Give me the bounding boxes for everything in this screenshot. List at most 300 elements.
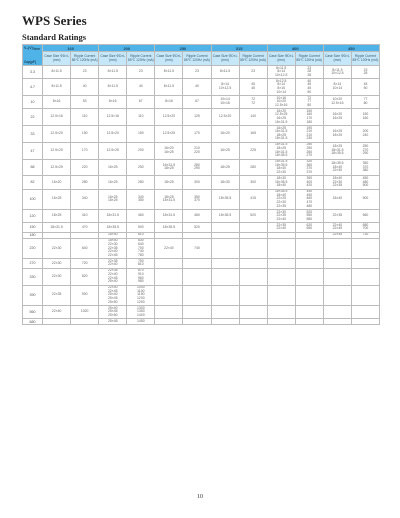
case-size-value: 18×40 bbox=[332, 196, 343, 201]
ripple-current-cell bbox=[351, 305, 379, 318]
case-size-value: 8×11.5 bbox=[219, 69, 231, 74]
ripple-current-value: 810 bbox=[137, 262, 144, 267]
case-size-cell bbox=[155, 305, 183, 318]
ripple-current-cell bbox=[351, 142, 379, 159]
case-size-cell bbox=[267, 223, 295, 233]
ripple-current-cell bbox=[71, 319, 99, 325]
ripple-current-cell bbox=[239, 142, 267, 159]
case-size-value: 8×14 bbox=[221, 82, 229, 87]
table-row bbox=[23, 109, 380, 126]
corner-voltage-label: V₀(V) bbox=[24, 46, 33, 50]
ripple-current-cell bbox=[183, 238, 211, 258]
case-size-value: 22×25 bbox=[276, 196, 286, 201]
case-size-value: 16×20 bbox=[51, 179, 62, 184]
ripple-current-cell bbox=[71, 268, 99, 285]
ripple-current-cell bbox=[71, 223, 99, 233]
case-size-value: 12.5×16 bbox=[275, 102, 288, 107]
ripple-current-cell bbox=[351, 259, 379, 269]
case-size-value: 22×35 bbox=[107, 245, 118, 250]
ripple-current-cell bbox=[295, 189, 323, 209]
case-size-cell bbox=[99, 238, 127, 258]
case-size-value: 18×25 bbox=[164, 194, 174, 199]
ripple-current-value: 23 bbox=[251, 69, 256, 74]
case-size-cell bbox=[267, 66, 295, 79]
table-row bbox=[23, 189, 380, 209]
ripple-current-value: 550 bbox=[306, 213, 313, 218]
ripple-current-cell bbox=[183, 259, 211, 269]
case-size-value: 18×25 bbox=[164, 179, 174, 184]
case-size-value: 18×31.5 bbox=[50, 224, 63, 229]
case-size-value: 22×30 bbox=[332, 168, 343, 173]
case-size-cell bbox=[155, 268, 183, 285]
ripple-current-cell bbox=[183, 305, 211, 318]
case-size-value: 25×40 bbox=[107, 292, 118, 297]
case-size-cell bbox=[155, 176, 183, 189]
case-size-value: 18×31.5 bbox=[331, 147, 344, 152]
capacitance-cell: 560 bbox=[23, 305, 43, 318]
ripple-current-value: 50 bbox=[363, 86, 368, 91]
ripple-current-value: 460 bbox=[194, 213, 200, 218]
ripple-current-cell bbox=[127, 189, 155, 209]
case-size-value: 8×11.5 bbox=[107, 69, 118, 74]
ripple-current-cell bbox=[127, 238, 155, 258]
case-size-cell bbox=[267, 259, 295, 269]
capacitance-cell: 220 bbox=[23, 238, 43, 258]
case-size-value: 18×40 bbox=[276, 166, 286, 171]
ripple-current-value: 780 bbox=[137, 252, 144, 257]
ripple-current-value: 350 bbox=[362, 161, 369, 166]
ripple-current-value: 23 bbox=[195, 69, 199, 74]
case-size-value: 12.5×16 bbox=[106, 114, 119, 119]
ripple-current-value: 225 bbox=[250, 147, 256, 152]
ripple-current-value: 110 bbox=[81, 114, 88, 119]
case-size-cell bbox=[155, 259, 183, 269]
ripple-current-value: 190 bbox=[306, 125, 313, 130]
case-size-value: 8×11.5 bbox=[51, 84, 62, 89]
case-size-cell bbox=[211, 109, 239, 126]
case-size-value: 22×30 bbox=[276, 209, 286, 214]
case-size-value: 8×14 bbox=[277, 82, 286, 87]
ripple-current-value: 40 bbox=[138, 84, 143, 89]
ripple-current-value: 230 bbox=[306, 136, 313, 141]
case-size-cell bbox=[323, 125, 351, 142]
ripple-current-value: 520 bbox=[194, 224, 200, 229]
ripple-current-value: 410 bbox=[81, 213, 88, 218]
section-title: Standard Ratings bbox=[22, 32, 87, 42]
case-size-cell bbox=[43, 268, 71, 285]
ripple-current-cell bbox=[295, 176, 323, 189]
ripple-current-cell bbox=[351, 79, 379, 96]
ripple-current-cell bbox=[239, 268, 267, 285]
ripple-current-value: 1200 bbox=[137, 295, 145, 300]
ripple-current-value: 220 bbox=[194, 149, 200, 154]
case-size-value: 8×16 bbox=[165, 99, 173, 104]
capacitance-cell: 10 bbox=[23, 95, 43, 108]
ripple-current-cell bbox=[295, 95, 323, 108]
ripple-current-value: 610 bbox=[137, 232, 144, 237]
ripple-current-value: 500 bbox=[362, 183, 369, 188]
case-size-cell bbox=[267, 142, 295, 159]
ripple-current-cell bbox=[127, 259, 155, 269]
ripple-current-value: 270 bbox=[362, 147, 369, 152]
case-size-value: 22×40 bbox=[276, 216, 286, 221]
case-size-cell bbox=[323, 109, 351, 126]
ripple-current-value: 340 bbox=[81, 196, 88, 201]
ripple-current-value: 520 bbox=[250, 213, 256, 218]
ripple-current-header: Ripple Current 85℃ 120Hz (mA) bbox=[183, 52, 211, 66]
case-size-value: 18×31.5 bbox=[275, 149, 288, 154]
ripple-current-value: 53 bbox=[82, 99, 87, 104]
case-size-cell bbox=[267, 268, 295, 285]
voltage-header: 450 bbox=[323, 45, 379, 52]
ripple-current-value: 370 bbox=[306, 170, 313, 175]
ripple-current-value: 380 bbox=[362, 168, 369, 173]
case-size-value: 18×25 bbox=[220, 164, 230, 169]
ripple-current-header: Ripple Current 85℃ 120Hz (mA) bbox=[351, 52, 379, 66]
case-size-cell bbox=[155, 238, 183, 258]
case-size-value: 8×16 bbox=[108, 99, 117, 104]
ripple-current-cell bbox=[239, 66, 267, 79]
case-size-value: 25×45 bbox=[107, 309, 118, 314]
case-size-value: 12.5×20 bbox=[50, 147, 63, 152]
case-size-value: 18×40 bbox=[276, 183, 286, 188]
ripple-current-value: 700 bbox=[137, 245, 144, 250]
ripple-current-cell bbox=[351, 223, 379, 233]
table-row bbox=[23, 209, 380, 222]
table-row bbox=[23, 223, 380, 233]
case-size-cell bbox=[267, 209, 295, 222]
ripple-current-cell bbox=[295, 66, 323, 79]
ripple-current-value: 300 bbox=[194, 179, 200, 184]
case-size-cell bbox=[323, 95, 351, 108]
case-size-value: 22×45 bbox=[107, 288, 118, 293]
case-size-value: 16×20 bbox=[276, 108, 286, 113]
case-size-cell bbox=[323, 259, 351, 269]
case-size-value: 22×30 bbox=[51, 245, 62, 250]
case-size-header: Case Size ΦD×L (mm) bbox=[211, 52, 239, 66]
ripple-current-value: 740 bbox=[137, 249, 144, 254]
ripple-current-cell bbox=[183, 176, 211, 189]
case-size-cell bbox=[43, 319, 71, 325]
ripple-current-cell bbox=[127, 159, 155, 176]
case-size-value: 18×35.5 bbox=[275, 189, 288, 194]
ripple-current-cell bbox=[127, 209, 155, 222]
ripple-current-value: 450 bbox=[306, 192, 313, 197]
ratings-table-container bbox=[22, 44, 380, 325]
ripple-current-value: 170 bbox=[81, 147, 88, 152]
ripple-current-value: 80 bbox=[307, 102, 312, 107]
ripple-current-cell bbox=[239, 259, 267, 269]
ripple-current-cell bbox=[351, 209, 379, 222]
ripple-current-value: 200 bbox=[137, 147, 144, 152]
case-size-value: 12.5×16 bbox=[331, 101, 344, 106]
ratings-table-body bbox=[23, 66, 380, 325]
ripple-current-cell bbox=[295, 238, 323, 258]
case-size-value: 8×16 bbox=[52, 99, 61, 104]
case-size-value: 22×35 bbox=[332, 213, 343, 218]
case-size-cell bbox=[43, 223, 71, 233]
case-size-value: 16×25 bbox=[107, 164, 118, 169]
ripple-current-cell bbox=[183, 79, 211, 96]
case-size-cell bbox=[155, 79, 183, 96]
ripple-current-cell bbox=[295, 79, 323, 96]
case-size-value: 22×35 bbox=[51, 292, 62, 297]
ripple-current-value: 23 bbox=[138, 69, 143, 74]
case-size-value: 12.5×20 bbox=[106, 131, 119, 136]
ripple-current-value: 440 bbox=[306, 189, 313, 194]
case-size-value: 18×35.5 bbox=[106, 224, 119, 229]
ripple-current-header: Ripple Current 85℃ 120Hz (mA) bbox=[127, 52, 155, 66]
case-size-value: 16×31.5 bbox=[275, 129, 288, 134]
ripple-current-cell bbox=[127, 95, 155, 108]
case-size-value: 25×40 bbox=[107, 305, 118, 310]
case-size-cell bbox=[155, 95, 183, 108]
case-size-cell bbox=[267, 189, 295, 209]
ripple-current-cell bbox=[183, 125, 211, 142]
case-size-cell bbox=[99, 66, 127, 79]
case-size-value: 12.5×25 bbox=[106, 147, 119, 152]
ripple-current-value: 280 bbox=[194, 162, 200, 167]
ripple-current-value: 320 bbox=[306, 159, 313, 164]
case-size-value: 18×40 bbox=[332, 176, 343, 181]
capacitance-cell: 680 bbox=[23, 319, 43, 325]
ripple-current-cell bbox=[183, 189, 211, 209]
case-size-value: 22×30 bbox=[51, 260, 62, 265]
case-size-cell bbox=[43, 305, 71, 318]
case-size-value: 16×20 bbox=[164, 146, 174, 151]
case-size-value: 16×20 bbox=[332, 112, 343, 117]
corner-capacitance-label: Cap(µF) bbox=[24, 60, 36, 64]
case-size-value: 10×16 bbox=[220, 101, 230, 106]
ripple-current-header: Ripple Current 85℃ 120Hz (mA) bbox=[295, 52, 323, 66]
ripple-current-value: 45 bbox=[251, 82, 256, 87]
ripple-current-value: 150 bbox=[362, 112, 369, 117]
case-size-cell bbox=[211, 238, 239, 258]
ripple-current-value: 250 bbox=[137, 164, 144, 169]
case-size-header: Case Size ΦD×L (mm) bbox=[155, 52, 183, 66]
case-size-cell bbox=[323, 66, 351, 79]
ripple-current-value: 72 bbox=[307, 95, 312, 100]
ripple-current-value: 250 bbox=[362, 144, 369, 149]
case-size-value: 25×50 bbox=[107, 299, 118, 304]
table-row bbox=[23, 142, 380, 159]
case-size-value: 8×14 bbox=[333, 82, 342, 87]
ripple-current-cell bbox=[71, 176, 99, 189]
case-size-value: 8×12.5 bbox=[275, 78, 287, 83]
ripple-current-value: 240 bbox=[362, 132, 369, 137]
case-size-cell bbox=[99, 109, 127, 126]
case-size-value: 16×31.5 bbox=[162, 162, 176, 167]
ripple-current-value: 23 bbox=[307, 65, 312, 70]
case-size-value: 12.5×25 bbox=[50, 164, 63, 169]
case-size-value: 12.5×20 bbox=[218, 114, 232, 119]
ripple-current-value: 110 bbox=[138, 114, 144, 119]
ripple-current-value: 28 bbox=[307, 69, 312, 74]
ripple-current-cell bbox=[127, 223, 155, 233]
ripple-current-cell bbox=[295, 125, 323, 142]
ripple-current-value: 650 bbox=[306, 226, 313, 231]
ripple-current-cell bbox=[351, 125, 379, 142]
ripple-current-cell bbox=[183, 319, 211, 325]
case-size-value: 22×30 bbox=[276, 200, 286, 205]
case-size-cell bbox=[267, 176, 295, 189]
case-size-cell bbox=[43, 79, 71, 96]
ripple-current-value: 200 bbox=[362, 129, 369, 134]
ripple-current-value: 820 bbox=[81, 273, 88, 278]
case-size-value: 10×14 bbox=[332, 86, 343, 91]
ripple-current-cell bbox=[351, 66, 379, 79]
case-size-value: 22×30 bbox=[332, 179, 343, 184]
ripple-current-cell bbox=[351, 268, 379, 285]
case-size-value: 16×25 bbox=[107, 179, 118, 184]
capacitance-cell: 120 bbox=[23, 209, 43, 222]
case-size-cell bbox=[211, 66, 239, 79]
ripple-current-value: 72 bbox=[251, 97, 256, 102]
case-size-value: 10×12.5 bbox=[331, 71, 344, 76]
case-size-value: 16×20 bbox=[220, 131, 230, 136]
case-size-value: 12.5×20 bbox=[50, 131, 63, 136]
case-size-cell bbox=[155, 159, 183, 176]
case-size-cell bbox=[211, 319, 239, 325]
ripple-current-cell bbox=[127, 285, 155, 305]
ripple-current-value: 72 bbox=[251, 101, 256, 106]
ripple-current-cell bbox=[71, 125, 99, 142]
case-size-value: 10×14 bbox=[276, 89, 286, 94]
ripple-current-value: 220 bbox=[81, 164, 88, 169]
case-size-value: 22×30 bbox=[107, 242, 118, 247]
table-row bbox=[23, 268, 380, 285]
case-size-value: 18×31.5 bbox=[106, 213, 119, 218]
ripple-current-cell bbox=[239, 109, 267, 126]
ripple-current-value: 1350 bbox=[137, 309, 145, 314]
ripple-current-value: 340 bbox=[137, 194, 144, 199]
case-size-cell bbox=[155, 109, 183, 126]
case-size-cell bbox=[211, 209, 239, 222]
table-row bbox=[23, 95, 380, 108]
ripple-current-cell bbox=[295, 209, 323, 222]
case-size-cell bbox=[267, 305, 295, 318]
ripple-current-cell bbox=[295, 259, 323, 269]
case-size-header: Case Size ΦD×L (mm) bbox=[323, 52, 351, 66]
case-size-value: 25×45 bbox=[107, 318, 118, 323]
case-size-cell bbox=[43, 209, 71, 222]
case-size-value: 18×25 bbox=[51, 213, 62, 218]
ripple-current-value: 1100 bbox=[137, 288, 145, 293]
ripple-current-cell bbox=[183, 109, 211, 126]
ripple-current-cell bbox=[71, 259, 99, 269]
capacitance-cell: 68 bbox=[23, 159, 43, 176]
ripple-current-value: 40 bbox=[307, 78, 312, 83]
ripple-current-value: 460 bbox=[306, 196, 313, 201]
case-size-value: 10×20 bbox=[332, 97, 343, 102]
ripple-current-cell bbox=[351, 238, 379, 258]
ripple-current-cell bbox=[183, 142, 211, 159]
table-row bbox=[23, 259, 380, 269]
case-size-cell bbox=[155, 223, 183, 233]
ripple-current-header: Ripple Current 85℃ 120Hz (mA) bbox=[239, 52, 267, 66]
ripple-current-value: 210 bbox=[194, 146, 200, 151]
case-size-cell bbox=[99, 259, 127, 269]
case-size-value: 16×25 bbox=[107, 194, 118, 199]
case-size-cell bbox=[323, 319, 351, 325]
case-size-cell bbox=[99, 268, 127, 285]
ripple-current-cell bbox=[127, 79, 155, 96]
case-size-cell bbox=[211, 189, 239, 209]
ratings-table bbox=[22, 44, 380, 325]
case-size-value: 12.5×16 bbox=[50, 114, 63, 119]
ripple-current-value: 1250 bbox=[137, 299, 145, 304]
case-size-cell bbox=[211, 223, 239, 233]
ripple-current-value: 23 bbox=[363, 67, 368, 72]
ripple-current-value: 250 bbox=[306, 142, 313, 147]
case-size-value: 8×11.5 bbox=[107, 84, 118, 89]
case-size-cell bbox=[323, 159, 351, 176]
case-size-cell bbox=[155, 66, 183, 79]
case-size-cell bbox=[267, 159, 295, 176]
table-row bbox=[23, 285, 380, 305]
table-row bbox=[23, 66, 380, 79]
ripple-current-value: 150 bbox=[81, 131, 88, 136]
ripple-current-value: 415 bbox=[250, 196, 256, 201]
ripple-current-cell bbox=[127, 66, 155, 79]
ripple-current-value: 280 bbox=[250, 164, 256, 169]
ripple-current-value: 700 bbox=[362, 226, 369, 231]
voltage-header: 315 bbox=[211, 45, 267, 52]
case-size-value: 18×35.5 bbox=[162, 224, 176, 229]
case-size-value: 18×31.5 bbox=[275, 159, 288, 164]
ripple-current-cell bbox=[71, 66, 99, 79]
ripple-current-value: 980 bbox=[137, 279, 144, 284]
ripple-current-value: 500 bbox=[137, 224, 144, 229]
ripple-current-value: 900 bbox=[81, 292, 88, 297]
case-size-cell bbox=[323, 285, 351, 305]
case-size-cell bbox=[323, 176, 351, 189]
case-size-value: 18×35.5 bbox=[218, 213, 232, 218]
case-size-value: 18×25 bbox=[332, 144, 343, 149]
case-size-value: 22×45 bbox=[332, 232, 343, 237]
ripple-current-value: 960 bbox=[137, 275, 144, 280]
capacitance-cell: 47 bbox=[23, 142, 43, 159]
case-size-value: 22×35 bbox=[107, 258, 118, 263]
case-size-value: 18×30 bbox=[276, 176, 286, 181]
ripple-current-value: 250 bbox=[306, 146, 313, 151]
ripple-current-value: 640 bbox=[81, 245, 88, 250]
ripple-current-cell bbox=[71, 189, 99, 209]
case-size-value: 25×50 bbox=[107, 312, 118, 317]
ripple-current-cell bbox=[295, 223, 323, 233]
case-size-value: 10×12.5 bbox=[275, 72, 288, 77]
case-size-value: 16×31.5 bbox=[275, 119, 288, 124]
ripple-current-value: 270 bbox=[306, 153, 313, 158]
case-size-value: 22×45 bbox=[107, 252, 118, 257]
case-size-cell bbox=[43, 142, 71, 159]
case-size-value: 18×30 bbox=[220, 179, 230, 184]
ripple-current-cell bbox=[127, 305, 155, 318]
ripple-current-value: 1400 bbox=[137, 312, 145, 317]
case-size-value: 22×35 bbox=[276, 222, 286, 227]
case-size-cell bbox=[267, 125, 295, 142]
table-row bbox=[23, 238, 380, 258]
ripple-current-cell bbox=[351, 109, 379, 126]
case-size-cell bbox=[43, 125, 71, 142]
ripple-current-value: 170 bbox=[306, 116, 313, 121]
capacitance-cell: 3.3 bbox=[23, 66, 43, 79]
case-size-value: 18×35.5 bbox=[218, 196, 232, 201]
case-size-value: 18×31.5 bbox=[162, 198, 176, 203]
case-size-cell bbox=[323, 223, 351, 233]
case-size-cell bbox=[43, 66, 71, 79]
voltage-header: 250 bbox=[155, 45, 211, 52]
